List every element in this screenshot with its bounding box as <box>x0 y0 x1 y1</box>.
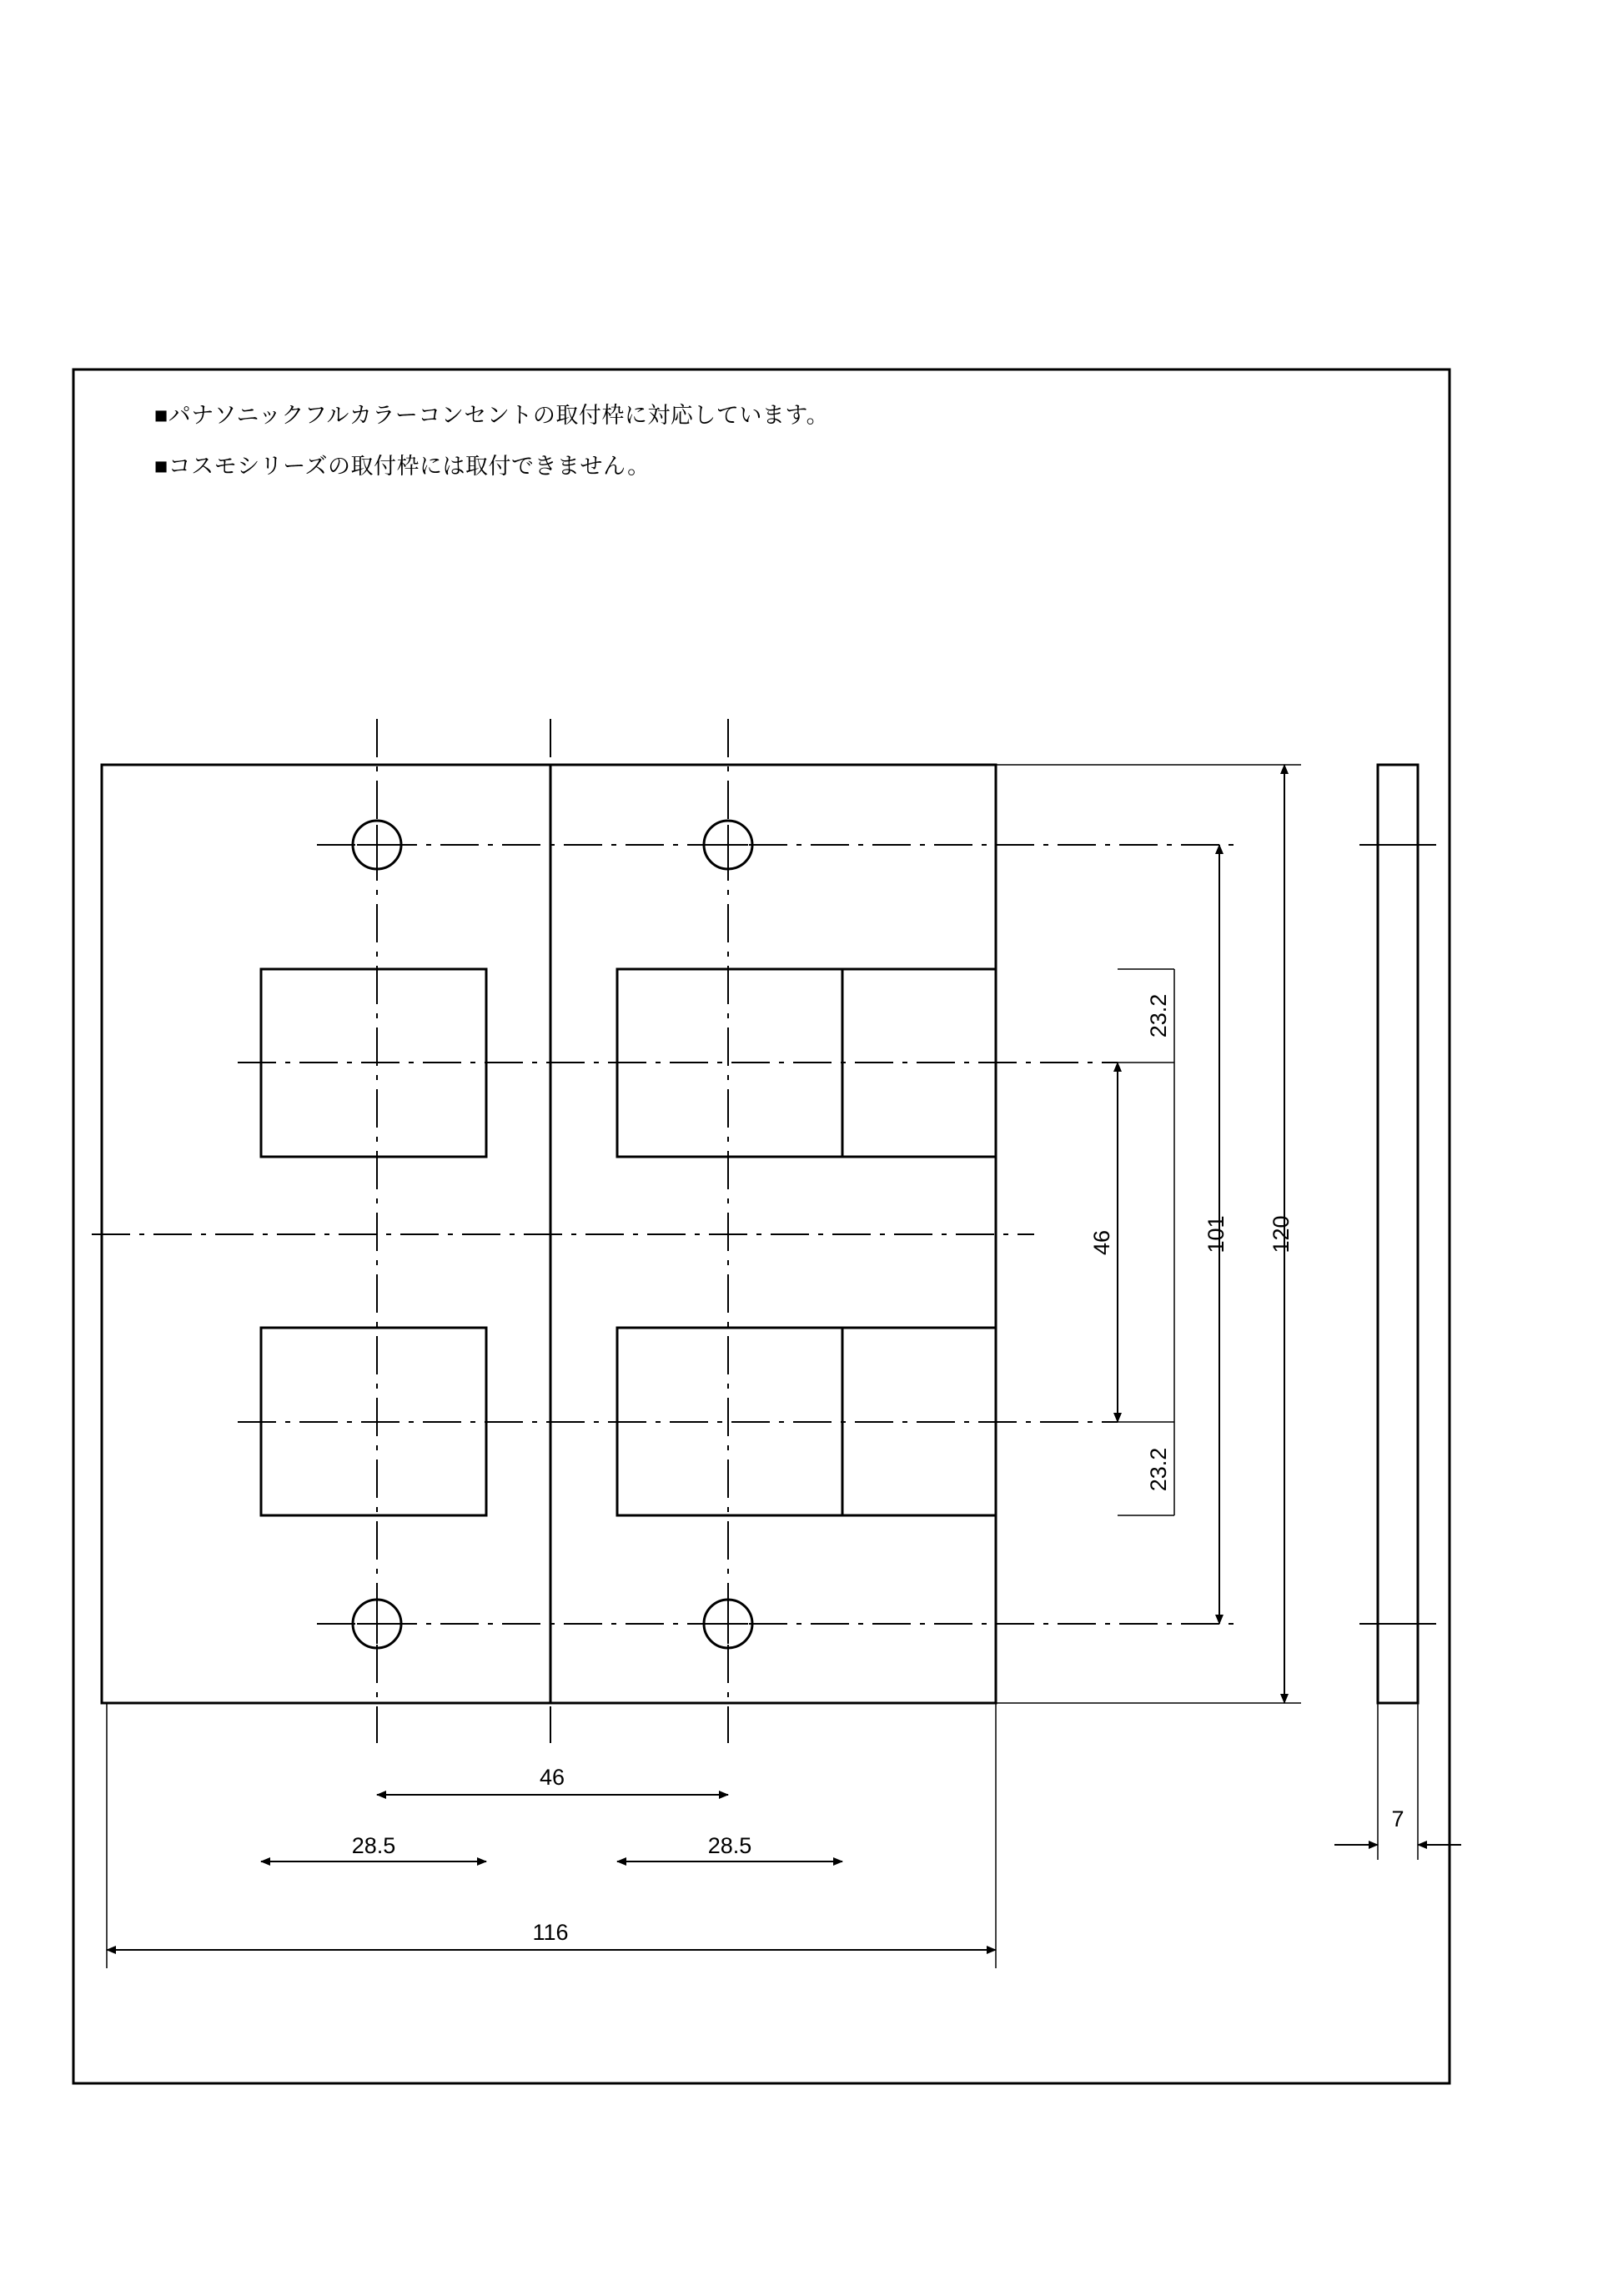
notes-block <box>154 404 1405 506</box>
dim-label-overall-height: 120 <box>1269 1215 1294 1254</box>
sheet-border <box>73 369 1450 2083</box>
dim-label-right-offset: 28.5 <box>707 1833 752 1858</box>
dim-label-thickness: 7 <box>1391 1806 1404 1831</box>
dim-label-overall-width: 116 <box>532 1920 569 1945</box>
dim-label-screw-pitch-horizontal: 46 <box>539 1765 565 1790</box>
dim-label-window-pitch-vertical: 46 <box>1089 1229 1114 1256</box>
dim-label-window-offset-top: 23.2 <box>1146 993 1171 1038</box>
note-line-1: ■パナソニックフルカラーコンセントの取付枠に対応しています。 <box>154 403 830 428</box>
dim-label-window-offset-bottom: 23.2 <box>1146 1447 1171 1492</box>
dim-label-screw-pitch-vertical: 101 <box>1203 1215 1229 1254</box>
note-line-2: ■コスモシリーズの取付枠には取付できません。 <box>154 454 651 479</box>
dim-label-left-offset: 28.5 <box>351 1833 396 1858</box>
plate-outline-side <box>1378 765 1418 1703</box>
centerlines <box>92 719 1234 1743</box>
